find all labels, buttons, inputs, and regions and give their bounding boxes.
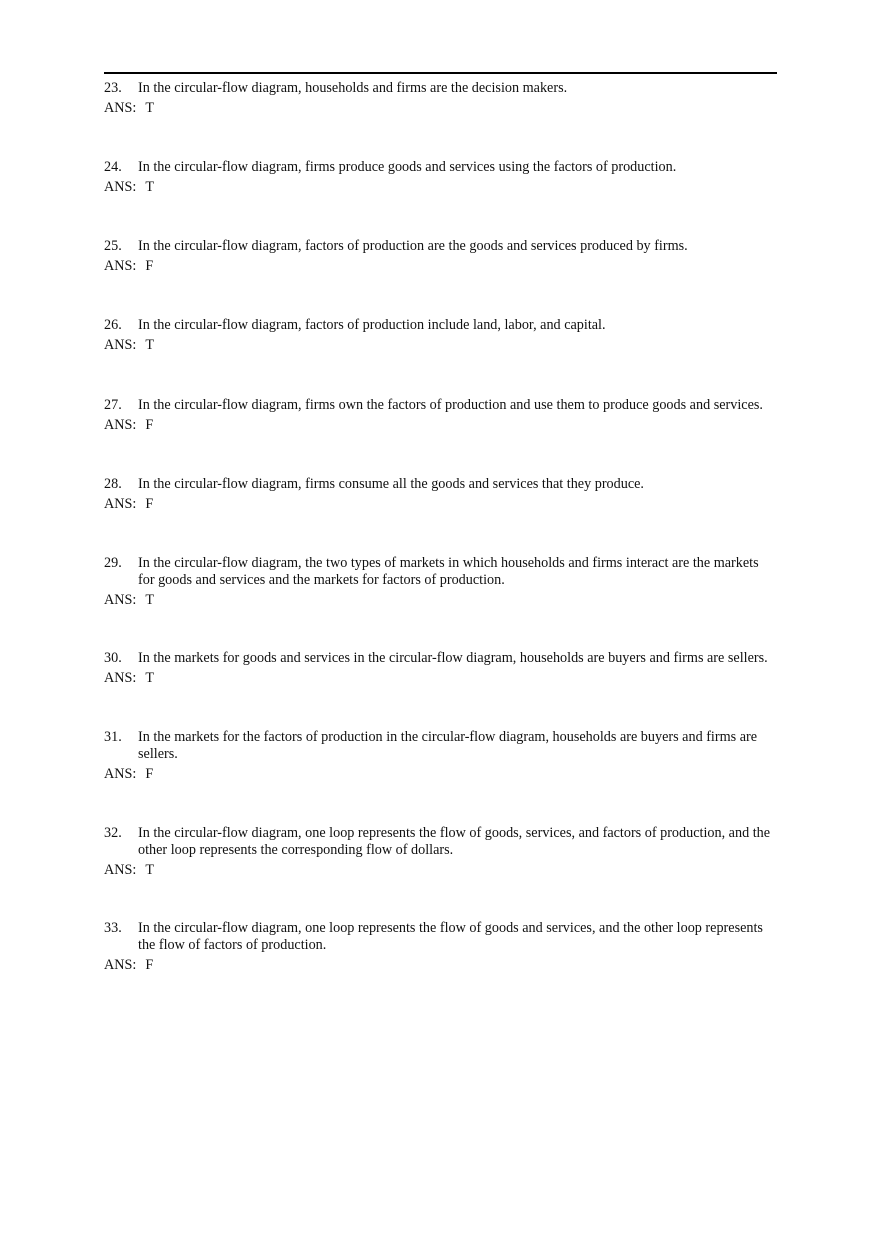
question-row — [104, 159, 777, 176]
question-29 — [104, 555, 777, 609]
question-row — [104, 397, 777, 414]
answer-label: ANS: — [104, 100, 137, 116]
question-number: 27. — [104, 397, 122, 413]
answer-value: T — [145, 100, 154, 116]
question-row — [104, 920, 777, 954]
question-row — [104, 238, 777, 255]
question-27 — [104, 397, 777, 434]
question-text: In the circular-flow diagram, the two types of markets in which households and firms interact are the markets for goods and services and the markets for factors of production. — [138, 555, 759, 588]
question-text: In the circular-flow diagram, firms own the factors of production and use them to produce goods and services. — [138, 397, 763, 413]
question-text: In the markets for the factors of production in the circular-flow diagram, households are buyers and firms are sellers. — [138, 729, 758, 762]
question-number: 31. — [104, 729, 122, 745]
answer-value: F — [145, 417, 154, 433]
question-24 — [104, 159, 777, 196]
question-32 — [104, 825, 777, 879]
question-30 — [104, 650, 777, 687]
answer-line — [104, 337, 777, 354]
answer-label: ANS: — [104, 496, 137, 512]
question-23 — [104, 80, 777, 117]
question-31 — [104, 729, 777, 783]
answer-line — [104, 862, 777, 879]
answer-label: ANS: — [104, 766, 137, 782]
answer-line — [104, 592, 777, 609]
answer-label: ANS: — [104, 417, 137, 433]
question-text: In the circular-flow diagram, factors of production include land, labor, and capital. — [138, 317, 606, 333]
answer-label: ANS: — [104, 337, 137, 353]
question-row — [104, 555, 777, 589]
question-text: In the markets for goods and services in the circular-flow diagram, households are buyers and firms are sellers. — [138, 650, 768, 666]
question-number: 23. — [104, 80, 122, 96]
question-text: In the circular-flow diagram, firms consume all the goods and services that they produce. — [138, 476, 644, 492]
question-number: 30. — [104, 650, 122, 666]
answer-value: T — [145, 670, 154, 686]
question-number: 24. — [104, 159, 122, 175]
answer-value: T — [145, 179, 154, 195]
question-row — [104, 476, 777, 493]
answer-label: ANS: — [104, 862, 137, 878]
question-number: 32. — [104, 825, 122, 841]
answer-line — [104, 957, 777, 974]
question-25 — [104, 238, 777, 275]
answer-line — [104, 258, 777, 275]
answer-value: T — [145, 337, 154, 353]
question-number: 29. — [104, 555, 122, 571]
question-33 — [104, 920, 777, 974]
answer-line — [104, 100, 777, 117]
header-rule — [104, 72, 777, 74]
answer-value: T — [145, 862, 154, 878]
answer-line — [104, 179, 777, 196]
question-number: 33. — [104, 920, 122, 936]
answer-line — [104, 766, 777, 783]
question-row — [104, 80, 777, 97]
question-number: 26. — [104, 317, 122, 333]
question-text: In the circular-flow diagram, factors of production are the goods and services produced by firms. — [138, 238, 688, 254]
question-text: In the circular-flow diagram, one loop represents the flow of goods, services, and factors of production, and the other loop represents the corresponding flow of dollars. — [138, 825, 771, 858]
answer-value: F — [145, 258, 154, 274]
answer-label: ANS: — [104, 592, 137, 608]
question-28 — [104, 476, 777, 513]
answer-label: ANS: — [104, 179, 137, 195]
answer-label: ANS: — [104, 957, 137, 973]
answer-value: F — [145, 957, 154, 973]
question-text: In the circular-flow diagram, firms produce goods and services using the factors of production. — [138, 159, 677, 175]
question-row — [104, 650, 777, 667]
question-text: In the circular-flow diagram, one loop represents the flow of goods and services, and the other loop represents the flow of factors of production. — [138, 920, 763, 953]
answer-value: F — [145, 766, 154, 782]
answer-line — [104, 670, 777, 687]
question-number: 25. — [104, 238, 122, 254]
question-number: 28. — [104, 476, 122, 492]
question-row — [104, 317, 777, 334]
question-row — [104, 729, 777, 763]
answer-value: T — [145, 592, 154, 608]
question-text: In the circular-flow diagram, households and firms are the decision makers. — [138, 80, 568, 96]
answer-line — [104, 496, 777, 513]
question-26 — [104, 317, 777, 354]
answer-label: ANS: — [104, 258, 137, 274]
answer-line — [104, 417, 777, 434]
answer-label: ANS: — [104, 670, 137, 686]
question-row — [104, 825, 777, 859]
answer-value: F — [145, 496, 154, 512]
